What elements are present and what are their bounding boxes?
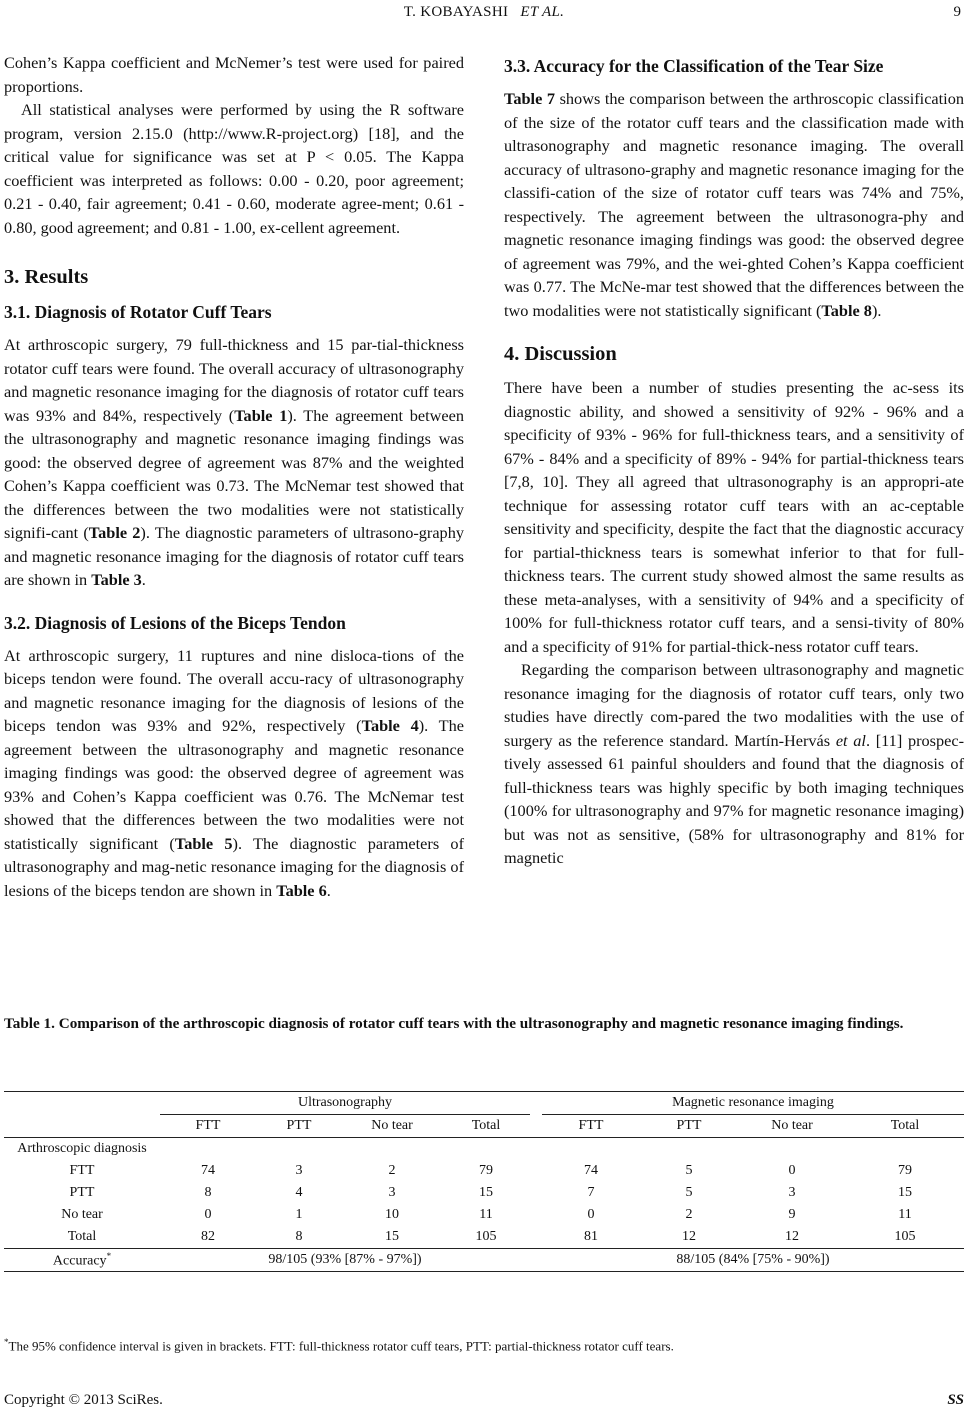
biceps-paragraph: At arthroscopic surgery, 11 ruptures and nine disloca-tions of the biceps tendon were found. The overall accu-racy of ultrasonography and magnetic resonance imaging for the diagnosis of lesions of the biceps tendon was 93% and 92%, respectively (Table 4). The agreement between the ultrasonography and magnetic resonance imaging findings was good: the observed degree of agreement was 93% and Cohen’s Kappa coefficient was 0.76. The McNemar test showed that the differences between the two modalities were not statistically significant (Table 5). The diagnostic parameters of ultrasonography and mag-netic resonance imaging for the diagnosis of lesions of the biceps tendon are shown in Table 6. <box>4 645 464 900</box>
copyright-notice: Copyright © 2013 SciRes. <box>4 1392 163 1408</box>
right-column <box>504 55 964 870</box>
row-label: No tear <box>61 1207 103 1222</box>
table-ref-link[interactable]: Table 1 <box>234 405 288 425</box>
table-cell: 11 <box>479 1207 493 1222</box>
subsection-rotator-cuff-title: 3.1. Diagnosis of Rotator Cuff Tears <box>4 302 272 322</box>
table-cell: 0 <box>788 1163 796 1178</box>
table-cell: 82 <box>201 1229 215 1244</box>
header-author: T. KOBAYASHI <box>403 4 509 20</box>
column-header: Total <box>846 1115 964 1138</box>
table-subheader-row <box>4 1115 964 1138</box>
table-cell: 4 <box>295 1185 303 1200</box>
table-row <box>4 1204 964 1226</box>
running-title <box>0 4 968 21</box>
accuracy-mri: 88/105 (84% [75% - 90%]) <box>542 1249 964 1272</box>
subsection-biceps-title: 3.2. Diagnosis of Lesions of the Biceps Tendon <box>4 612 346 633</box>
running-header <box>0 0 968 28</box>
table-ref-link[interactable]: Table 4 <box>361 716 419 735</box>
table-cell: 2 <box>685 1207 693 1222</box>
table-cell: 15 <box>479 1185 493 1200</box>
column-header: Total <box>442 1115 530 1138</box>
table-cell: 12 <box>682 1229 696 1244</box>
table-cell: 79 <box>898 1163 912 1178</box>
column-header: No tear <box>342 1115 442 1138</box>
table-cell: 0 <box>204 1207 212 1222</box>
table-cell: 3 <box>388 1185 396 1200</box>
table-cell: 105 <box>475 1229 497 1244</box>
header-etal: ET AL. <box>520 4 565 20</box>
table-header-row <box>4 1092 964 1115</box>
table-cell: 105 <box>894 1229 916 1244</box>
table-cell: 8 <box>295 1229 303 1244</box>
table-cell: 3 <box>295 1163 303 1178</box>
table-cell: 5 <box>685 1163 693 1178</box>
table-ref-link[interactable]: Table 7 <box>504 89 556 108</box>
column-header: FTT <box>542 1115 640 1138</box>
page-footer <box>4 1392 964 1409</box>
column-header: No tear <box>738 1115 846 1138</box>
accuracy-ultrasonography: 98/105 (93% [87% - 97%]) <box>160 1249 530 1272</box>
tear-size-paragraph: Table 7 shows the comparison between the arthroscopic classification of the size of the rotator cuff tears and the classification made with ultrasonography and magnetic resonance imaging. The overall accuracy of ultrasono-graphy and magnetic resonance imaging for the classifi-cation of the size of rotator cuff tears was 74% and 75%, respectively. The agreement between the ultrasonogra-phy and magnetic resonance imaging findings was good: the observed degree of agreement was 79%, and the wei-ghted Cohen’s Kappa coefficient was 0.77. The McNe-mar test showed that the differences between the two modalities were not statistically significant (Table 8). <box>504 89 964 320</box>
journal-abbrev: SS <box>947 1392 964 1408</box>
table-ref-link[interactable]: Table 8 <box>821 300 872 320</box>
left-column <box>4 51 464 902</box>
table-ref-link[interactable]: Table 6 <box>276 880 327 900</box>
row-label: PTT <box>69 1185 95 1200</box>
column-header: PTT <box>640 1115 738 1138</box>
table-cell: 15 <box>385 1229 399 1244</box>
accuracy-label: Accuracy* <box>4 1249 160 1272</box>
discussion-paragraph-1: There have been a number of studies presenting the ac-sess its diagnostic ability, and showed a sensitivity of 92% - 96% and a specificity of 93% - 96% for full-thickness tears, and a sensitivity of 67% - 84% and a specificity of 89% - 94% for partial-thickness tears [7,8, 10]. They all agreed that ultrasonography is an appropri-ate technique for assessing rotator cuff tears with an ac-ceptable sensitivity and specificity, despite the fact that the diagnostic accuracy for partial-thickness tears is somewhat inferior to that for full-thickness tears. The current study showed almost the same results as these meta-analyses, with a sensitivity of 94% and a specificity of 100% for full-thickness rotator cuff tears, and a sensi-tivity of 80% and a specificity of 91% for partial-thick-ness rotator cuff tears. <box>504 378 964 656</box>
table-cell: 79 <box>479 1163 493 1178</box>
table-cell: 81 <box>584 1229 598 1244</box>
table-cell: 74 <box>584 1163 598 1178</box>
table1 <box>4 1091 964 1272</box>
subsection-tear-size-title: 3.3. Accuracy for the Classification of the Tear Size <box>504 56 884 76</box>
row-label: Total <box>67 1229 97 1244</box>
row-group-label: Arthroscopic diagnosis <box>17 1141 147 1156</box>
table-ref-link[interactable]: Table 5 <box>174 833 233 853</box>
table-cell: 12 <box>785 1229 799 1244</box>
table-cell: 1 <box>295 1207 303 1222</box>
row-label: FTT <box>69 1163 95 1178</box>
page-number: 9 <box>953 4 961 20</box>
table-row-group-label <box>4 1138 964 1161</box>
table-ref-link[interactable]: Table 3 <box>91 570 142 589</box>
table-cell: 8 <box>204 1185 212 1200</box>
table-row <box>4 1160 964 1182</box>
section-results-title: 3. Results <box>4 266 89 288</box>
table1-caption: Table 1. Comparison of the arthroscopic diagnosis of rotator cuff tears with the ultrasonography and magnetic resonance imaging findings. <box>4 1015 904 1032</box>
table-cell: 10 <box>385 1207 399 1222</box>
column-group-ultrasonography: Ultrasonography <box>160 1092 530 1115</box>
table-cell: 15 <box>898 1185 912 1200</box>
section-discussion-title: 4. Discussion <box>504 343 617 365</box>
statistics-paragraph: All statistical analyses were performed by using the R software program, version 2.15.0 (http://www.R-project.org) [18], and the critical value for significance was set at P < 0.05. The Kappa coefficient was interpreted as follows: 0.00 - 0.20, poor agreement; 0.21 - 0.40, fair agreement; 0.41 - 0.60, moderate agree-ment; 0.61 - 0.80, good agreement; and 0.81 - 1.00, ex-cellent agreement. <box>4 100 464 237</box>
column-group-mri: Magnetic resonance imaging <box>542 1092 964 1115</box>
table-cell: 7 <box>587 1185 595 1200</box>
methods-paragraph-end: Cohen’s Kappa coefficient and McNemer’s test were used for paired proportions. <box>4 53 464 96</box>
table-cell: 5 <box>685 1185 693 1200</box>
table-cell: 2 <box>388 1163 396 1178</box>
table-cell: 9 <box>788 1207 796 1222</box>
table-row <box>4 1226 964 1249</box>
table-cell: 3 <box>788 1185 796 1200</box>
table-cell: 11 <box>898 1207 912 1222</box>
column-header: PTT <box>256 1115 342 1138</box>
table-cell: 74 <box>201 1163 215 1178</box>
column-header: FTT <box>160 1115 256 1138</box>
table-ref-link[interactable]: Table 2 <box>88 523 141 542</box>
table-row <box>4 1182 964 1204</box>
table1-footnote: *The 95% confidence interval is given in brackets. FTT: full-thickness rotator cuff tears, PTT: partial-thickness rotator cuff tears. <box>4 1337 674 1354</box>
table-row-accuracy <box>4 1249 964 1272</box>
table-cell: 0 <box>587 1207 595 1222</box>
discussion-paragraph-2: Regarding the comparison between ultrasonography and magnetic resonance imaging for the diagnosis of rotator cuff tears, only two studies have directly com-pared the two modalities with the use of surgery as the reference standard. Martín-Hervás et al. [11] prospec-tively assessed 61 painful shoulders and found that the diagnosis of full-thickness tears was highly specific by both imaging techniques (100% for ultrasonography and 97% for magnetic resonance imaging) but was not as sensitive, (58% for ultrasonography and 81% for magnetic <box>504 660 965 867</box>
rotator-cuff-paragraph: At arthroscopic surgery, 79 full-thickness and 15 par-tial-thickness rotator cuff tears were found. The overall accuracy of ultrasonography and magnetic resonance imaging for the diagnosis of rotator cuff tears was 93% and 84%, respectively (Table 1). The agreement between the ultrasonography and magnetic resonance imaging findings was good: the observed degree of agreement was 87% and the weighted Cohen’s Kappa coefficient was 0.73. The McNemar test showed that the differences between the two modalities were not statistically signifi-cant (Table 2). The diagnostic parameters of ultrasono-graphy and magnetic resonance imaging for the diagnosis of rotator cuff tears are shown in Table 3. <box>4 335 464 589</box>
